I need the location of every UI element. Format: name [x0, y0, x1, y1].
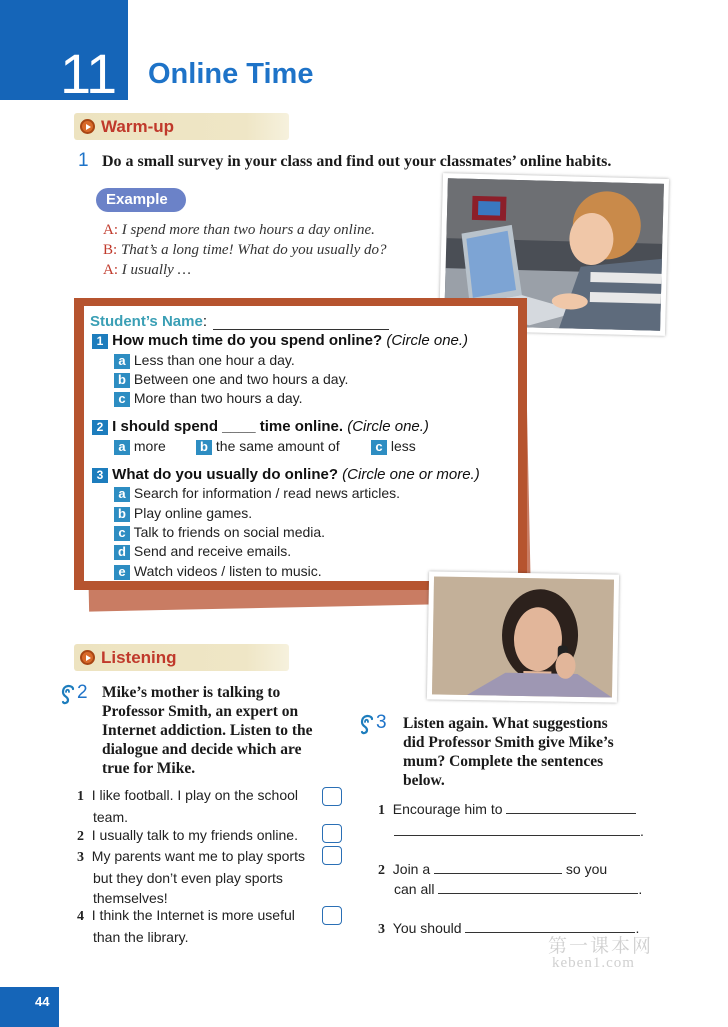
option-letter: a [114, 440, 130, 455]
statement-text: I like football. I play on the school [91, 787, 299, 803]
statement-2 [77, 825, 298, 847]
dialogue-line [103, 220, 386, 240]
listening-ear-icon [59, 683, 77, 705]
exercise-1-number: 1 [78, 150, 89, 171]
sentence-number: 2 [378, 863, 385, 878]
survey-option[interactable] [114, 352, 295, 369]
play-icon [80, 650, 95, 665]
question-hint: (Circle one.) [386, 332, 469, 349]
statement-1 [77, 785, 298, 827]
page-number-block [0, 987, 59, 1027]
survey-question-3 [92, 466, 480, 484]
dialogue-text: I spend more than two hours a day online. [121, 222, 375, 238]
option-text: Less than one hour a day. [133, 352, 295, 368]
sentence-text: You should [392, 920, 462, 936]
warmup-title: Warm-up [101, 117, 175, 136]
sentence-1 [378, 799, 636, 821]
instruction-line: Listen again. What suggestions [403, 715, 608, 732]
sentence-1-blank-a[interactable] [506, 800, 636, 814]
sentence-text: . [640, 823, 644, 839]
sentence-text: . [638, 881, 643, 897]
option-letter: b [196, 440, 212, 455]
watermark-url: keben1.com [552, 955, 635, 971]
speaker: B: [103, 242, 118, 258]
student-name-label: Student’s Name [90, 313, 203, 330]
sentence-text: so you [565, 861, 608, 877]
instruction-line: dialogue and decide which are [102, 741, 302, 758]
sentence-1-blank-b[interactable] [394, 822, 640, 836]
student-name-colon: : [202, 313, 207, 330]
watermark-chinese: 第一课本网 [548, 936, 654, 957]
option-letter: b [114, 507, 130, 522]
statement-text: I usually talk to my friends online. [91, 827, 298, 843]
option-letter: c [371, 440, 387, 455]
survey-option[interactable] [371, 438, 416, 455]
sentence-text: can all [394, 881, 435, 897]
option-letter: e [114, 565, 130, 580]
instruction-line: did Professor Smith give Mike’s [403, 734, 614, 751]
exercise-3-instruction [403, 714, 614, 790]
instruction-line: true for Mike. [102, 760, 196, 777]
sentence-1-line-2 [394, 821, 644, 841]
survey-option[interactable] [114, 543, 291, 560]
true-checkbox-2[interactable] [322, 824, 342, 843]
statement-text: My parents want me to play sports [91, 848, 305, 864]
survey-option[interactable] [196, 438, 340, 455]
unit-number: 11 [60, 42, 117, 105]
dialogue-text: That’s a long time! What do you usually do? [120, 242, 387, 258]
true-checkbox-4[interactable] [322, 906, 342, 925]
option-text: More than two hours a day. [133, 390, 303, 406]
question-hint: (Circle one or more.) [342, 466, 480, 483]
listening-ear-icon [358, 713, 376, 735]
sentence-text: . [635, 920, 640, 936]
sentence-2-line-2 [394, 879, 642, 899]
photo-woman-phone [427, 571, 619, 702]
question-number: 2 [92, 420, 108, 435]
sentence-text: Encourage him to [392, 801, 503, 817]
example-badge [96, 188, 186, 212]
dialogue-line [103, 240, 386, 260]
option-text: more [133, 438, 166, 454]
exercise-2-instruction [102, 683, 313, 778]
exercise-1-instruction: Do a small survey in your class and find out your classmates’ online habits. [102, 153, 612, 170]
sentence-text: Join a [392, 861, 431, 877]
exercise-2-number: 2 [77, 682, 88, 703]
sentence-2 [378, 859, 607, 881]
unit-title: Online Time [148, 58, 314, 90]
option-letter: c [114, 526, 130, 541]
question-text: How much time do you spend online? [112, 332, 383, 349]
sentence-number: 3 [378, 922, 385, 937]
student-name-field[interactable] [213, 314, 389, 330]
speaker: A: [103, 262, 118, 278]
option-letter: a [114, 487, 130, 502]
survey-option[interactable] [114, 524, 325, 541]
statement-text: I think the Internet is more useful [91, 907, 295, 923]
statement-number: 3 [77, 850, 84, 865]
statement-number: 2 [77, 829, 84, 844]
sentence-2-blank-a[interactable] [434, 860, 562, 874]
survey-option[interactable] [114, 505, 252, 522]
dialogue-text: I usually … [121, 262, 191, 278]
option-text: Search for information / read news articles. [133, 485, 401, 501]
instruction-line: Professor Smith, an expert on [102, 703, 299, 720]
sentence-2-blank-b[interactable] [438, 880, 638, 894]
dialogue-line [103, 260, 386, 280]
instruction-line: below. [403, 772, 445, 789]
option-text: Play online games. [133, 505, 253, 521]
instruction-line: Mike’s mother is talking to [102, 684, 281, 701]
survey-question-1 [92, 332, 468, 350]
option-letter: d [114, 545, 130, 560]
question-number: 3 [92, 468, 108, 483]
true-checkbox-1[interactable] [322, 787, 342, 806]
example-dialogue [103, 220, 386, 280]
statement-text: but they don’t even play sports [93, 870, 283, 886]
speaker: A: [103, 222, 118, 238]
statement-text: themselves! [93, 890, 168, 906]
statement-number: 4 [77, 909, 84, 924]
play-icon [80, 119, 95, 134]
statement-3 [77, 846, 305, 908]
true-checkbox-3[interactable] [322, 846, 342, 865]
question-number: 1 [92, 334, 108, 349]
exercise-3-number: 3 [376, 712, 387, 733]
question-text: I should spend ____ time online. [112, 418, 344, 435]
listening-title: Listening [101, 648, 177, 667]
survey-question-2 [92, 418, 429, 436]
survey-option[interactable] [114, 438, 166, 455]
survey-option[interactable] [114, 390, 303, 407]
statement-4 [77, 905, 295, 947]
option-text: less [390, 438, 416, 454]
option-letter: c [114, 392, 130, 407]
question-text: What do you usually do online? [112, 466, 338, 483]
option-text: Send and receive emails. [133, 543, 292, 559]
question-hint: (Circle one.) [347, 418, 429, 435]
survey-option[interactable] [114, 485, 400, 502]
option-letter: b [114, 373, 130, 388]
survey-option[interactable] [114, 371, 348, 388]
option-letter: a [114, 354, 130, 369]
statement-text: team. [93, 809, 129, 825]
option-text: Between one and two hours a day. [133, 371, 349, 387]
option-text: the same amount of [215, 438, 340, 454]
instruction-line: mum? Complete the sentences [403, 753, 604, 770]
sentence-number: 1 [378, 803, 385, 818]
example-label: Example [106, 191, 168, 208]
option-text: Watch videos / listen to music. [133, 563, 322, 579]
student-name-row [90, 313, 389, 330]
option-text: Talk to friends on social media. [133, 524, 326, 540]
statement-number: 1 [77, 789, 84, 804]
page-number: 44 [35, 994, 50, 1009]
warmup-banner [74, 113, 289, 140]
statement-text: than the library. [93, 929, 189, 945]
listening-banner [74, 644, 289, 671]
survey-option[interactable] [114, 563, 322, 580]
instruction-line: Internet addiction. Listen to the [102, 722, 313, 739]
